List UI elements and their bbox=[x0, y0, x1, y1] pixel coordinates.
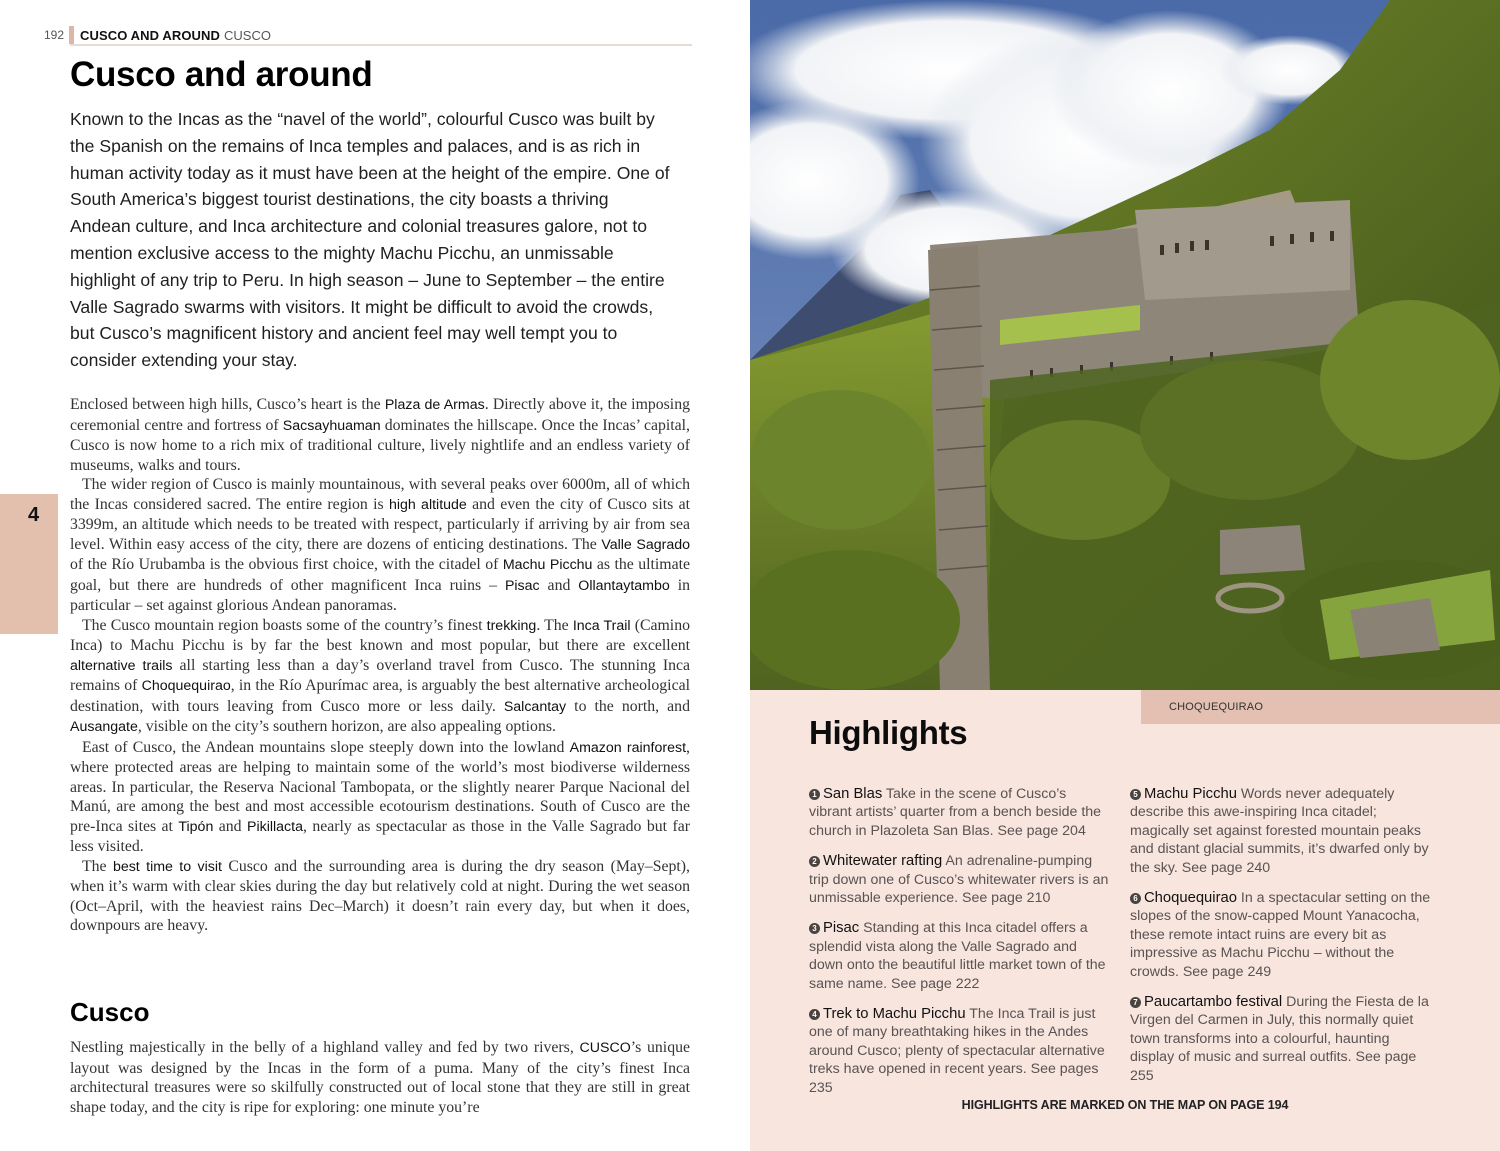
highlight-text: Take in the scene of Cusco’s vibrant artists’ quarter from a bench beside the church in Plazoleta San Blas. See page 204 bbox=[809, 786, 1102, 839]
body-paragraph: Enclosed between high hills, Cusco’s heart is the Plaza de Armas. Directly above it, the imposing ceremonial centre and fortress of Sacsayhuaman dominates the hillscape. Once the Incas’ capital, Cusco is now home to a rich mix of traditional culture, lively nightlife and an endless variety of museums, walks and tours. bbox=[70, 396, 690, 474]
keyword: Ausangate bbox=[70, 719, 138, 735]
keyword: trekking bbox=[486, 617, 537, 634]
number-badge-icon: 4 bbox=[809, 1009, 820, 1020]
body-text bbox=[70, 395, 690, 936]
page-number: 192 bbox=[44, 28, 65, 42]
highlight-name: Choquequirao bbox=[1144, 890, 1237, 907]
running-head-subsection: CUSCO bbox=[224, 27, 271, 43]
keyword: Amazon rainforest bbox=[569, 739, 687, 756]
body-paragraph: The wider region of Cusco is mainly mountainous, with several peaks over 6000m, all of which the Incas considered sacred. The entire region is high altitude and even the city of Cusco sits at 3399m, an altitude which needs to be treated with respect, particularly if arriving by air from sea level. Within easy access of the city, there are dozens of enticing destinations. The Valle Sagrado of the Río Urubamba is the obvious first choice, with the citadel of Machu Picchu as the ultimate goal, but there are hundreds of other magnificent Inca ruins – Pisac and Ollantaytambo in particular – set against glorious Andean panoramas. bbox=[70, 476, 691, 614]
highlight-text: An adrenaline-pumping trip down one of Cusco’s whitewater rivers is an unmissable experience. See page 210 bbox=[809, 853, 1109, 907]
choquequirao-photo bbox=[750, 0, 1500, 690]
highlight-item bbox=[809, 919, 1109, 993]
highlight-name: San Blas bbox=[823, 786, 883, 802]
section-title: Cusco bbox=[70, 997, 150, 1027]
keyword: Salcantay bbox=[503, 698, 567, 715]
highlights-map-note: HIGHLIGHTS ARE MARKED ON THE MAP ON PAGE 194 bbox=[961, 1098, 1289, 1112]
keyword: Plaza de Armas bbox=[384, 397, 485, 413]
highlight-item bbox=[1130, 993, 1435, 1085]
photo-caption-bar bbox=[1141, 690, 1500, 724]
number-badge-icon: 2 bbox=[809, 856, 820, 867]
body-paragraph: East of Cusco, the Andean mountains slope steeply down into the lowland Amazon rainforest, where protected areas are helping to maintain some of the world’s most biodiverse wilderness areas. In particular, the Reserva Nacional Tambopata, or the slightly nearer Parque Nacional del Manú, are among the best and most accessible ecotourism destinations. South of Cusco are the pre-Inca sites at Tipón and Pikillacta, nearly as spectacular as those in the Valle Sagrado but far less visited. bbox=[70, 738, 690, 855]
keyword: Tipón bbox=[178, 818, 214, 835]
keyword: Ollantaytambo bbox=[578, 577, 670, 594]
keyword: Valle Sagrado bbox=[601, 536, 690, 553]
highlight-item bbox=[809, 1005, 1109, 1097]
highlight-name: Trek to Machu Picchu bbox=[823, 1006, 966, 1023]
highlight-item bbox=[809, 785, 1109, 840]
number-badge-icon: 3 bbox=[809, 923, 820, 934]
highlight-text: Words never adequately describe this awe-inspiring Inca citadel; magically set against forested mountain peaks and distant glacial summits, it’s dwarfed only by the sky. See page 240 bbox=[1130, 786, 1429, 876]
body-paragraph: Nestling majestically in the belly of a highland valley and fed by two rivers, CUSCO’s unique layout was designed by the Incas in the form of a puma. Many of the city’s finest Inca architectural treasures were so skilfully constructed out of local stone that they are still in great shape today, and the city is ripe for exploring: one minute you’re bbox=[70, 1039, 690, 1116]
running-head-marker bbox=[69, 26, 74, 44]
keyword: best time to visit bbox=[112, 858, 222, 875]
highlight-text: In a spectacular setting on the slopes of the snow-capped Mount Yanacocha, these remote intact ruins are every bit as impressive as Machu Picchu – without the crowds. See page 249 bbox=[1130, 890, 1431, 980]
photo-caption: CHOQUEQUIRAO bbox=[1169, 701, 1264, 713]
highlight-name: Pisac bbox=[823, 920, 860, 937]
running-head bbox=[44, 25, 271, 45]
chapter-title: Cusco and around bbox=[70, 55, 373, 94]
section-body-text bbox=[70, 1038, 690, 1117]
keyword: Machu Picchu bbox=[502, 557, 593, 573]
highlight-item bbox=[809, 852, 1109, 907]
number-badge-icon: 6 bbox=[1130, 893, 1141, 904]
highlight-name: Whitewater rafting bbox=[823, 853, 943, 870]
body-paragraph: The Cusco mountain region boasts some of the country’s finest trekking. The Inca Trail (Camino Inca) to Machu Picchu is by far the best known and most popular, but there are excellent alternative trails all starting less than a day’s overland travel from Cusco. The stunning Inca remains of Choquequirao, in the Río Apurímac area, is arguably the best alternative archeological destination, with tours leaving from Cusco more or less daily. Salcantay to the north, and Ausangate, visible on the city’s southern horizon, are also appealing options. bbox=[70, 616, 691, 735]
running-head-section: CUSCO AND AROUND bbox=[80, 27, 221, 43]
landscape-image-icon bbox=[750, 0, 1500, 690]
highlight-text: Standing at this Inca citadel offers a splendid vista along the Valle Sagrado and down onto the beautiful little market town of the same name. See page 222 bbox=[809, 920, 1106, 992]
chapter-number: 4 bbox=[28, 504, 40, 526]
keyword: Sacsayhuaman bbox=[282, 417, 381, 434]
number-badge-icon: 5 bbox=[1130, 789, 1141, 800]
running-head-rule bbox=[70, 44, 692, 46]
number-badge-icon: 7 bbox=[1130, 997, 1141, 1008]
keyword: alternative trails bbox=[70, 657, 173, 674]
highlight-text: During the Fiesta de la Virgen del Carmen in July, this normally quiet town transforms into a colourful, haunting display of music and surreal outfits. See page 255 bbox=[1130, 994, 1429, 1084]
chapter-tab bbox=[0, 494, 58, 634]
highlight-item bbox=[1130, 785, 1435, 877]
keyword: Choquequirao bbox=[141, 678, 231, 694]
body-paragraph: The best time to visit Cusco and the surrounding area is during the dry season (May–Sept), when it’s warm with clear skies during the day but relatively cold at night. During the wet season (Oct–April, with the heaviest rains Dec–March) it doesn’t rain every day, but when it does, downpours are heavy. bbox=[70, 857, 690, 934]
keyword: CUSCO bbox=[579, 1040, 631, 1056]
right-page bbox=[750, 0, 1500, 1151]
highlights-column-1 bbox=[809, 785, 1109, 1109]
keyword: Inca Trail bbox=[572, 617, 631, 634]
highlight-name: Paucartambo festival bbox=[1144, 994, 1283, 1011]
number-badge-icon: 1 bbox=[809, 789, 820, 800]
keyword: Pisac bbox=[504, 577, 540, 594]
keyword: high altitude bbox=[388, 496, 467, 513]
intro-paragraph: Known to the Incas as the “navel of the world”, colourful Cusco was built by the Spanish on the remains of Inca temples and palaces, and is as rich in human activity today as it must have been at the height of the empire. One of South America’s biggest tourist destinations, the city boasts a thriving Andean culture, and Inca architecture and colonial treasures galore, not to mention exclusive access to the mighty Machu Picchu, an unmissable highlight of any trip to Peru. In high season – June to September – the entire Valle Sagrado swarms with visitors. It might be difficult to avoid the crowds, but Cusco’s magnificent history and ancient feel may well tempt you to consider extending your stay. bbox=[70, 109, 670, 371]
keyword: Pikillacta bbox=[247, 818, 303, 835]
highlights-title: Highlights bbox=[809, 714, 968, 751]
highlights-column-2 bbox=[1130, 785, 1435, 1097]
highlight-item bbox=[1130, 889, 1435, 981]
highlight-name: Machu Picchu bbox=[1144, 786, 1237, 802]
highlight-text: The Inca Trail is just one of many breathtaking hikes in the Andes around Cusco; plenty of spectacular alternative treks have opened in recent years. See pages 235 bbox=[809, 1006, 1105, 1096]
